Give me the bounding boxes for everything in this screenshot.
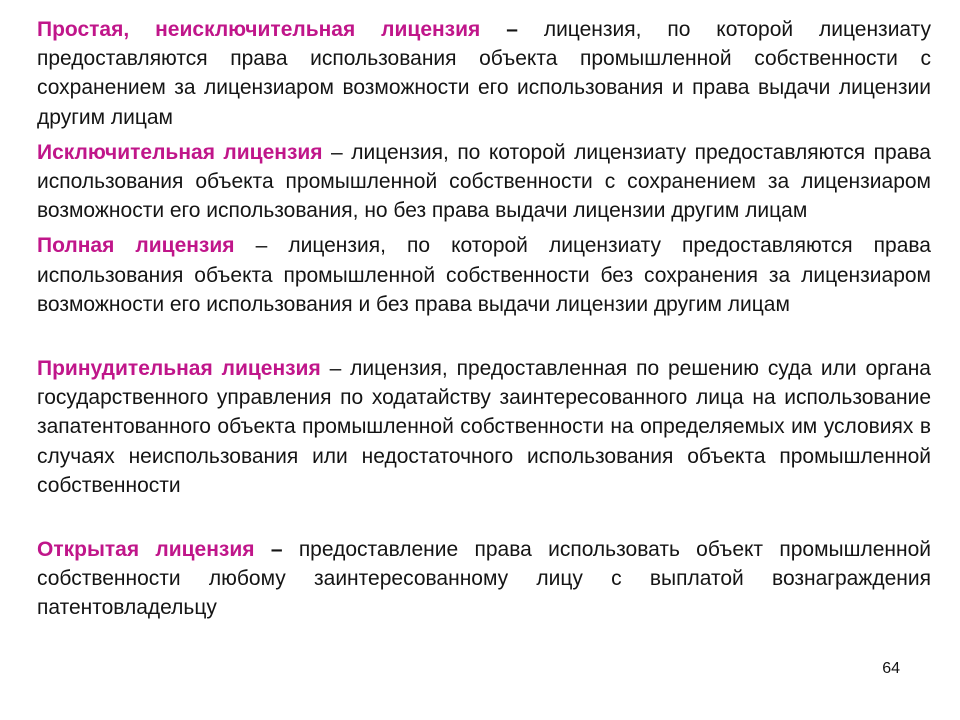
definition-text: лицензия, по которой лицензиату предоставляются права использования объекта промышленной собственности с сохранением за лицензиаром возможности его использования, но без права выдачи лицензии другим лицам bbox=[37, 140, 931, 223]
term-simple-license: Простая, неисключительная лицензия bbox=[37, 18, 481, 41]
definition-exclusive-license bbox=[37, 138, 931, 226]
term-compulsory-license: Принудительная лицензия bbox=[37, 357, 321, 381]
definition-text: предоставление права использовать объект промышленной собственности любому заинтересованному лицу с выплатой вознаграждения патентовладельцу bbox=[37, 538, 931, 620]
term-dash: – bbox=[331, 140, 343, 164]
term-open-license: Открытая лицензия bbox=[37, 538, 255, 562]
definition-text: лицензия, по которой лицензиату предоставляются права использования объекта промышленной собственности без сохранения за лицензиаром возможности его использования и без права выдачи лицензии другим лицам bbox=[37, 234, 931, 316]
term-dash: – bbox=[255, 234, 268, 258]
term-dash: – bbox=[270, 538, 283, 562]
page-number: 64 bbox=[882, 660, 900, 677]
slide-content bbox=[37, 15, 931, 623]
definition-open-license bbox=[37, 535, 931, 623]
term-dash: – bbox=[506, 18, 518, 41]
definition-simple-license bbox=[37, 15, 931, 132]
term-full-license: Полная лицензия bbox=[37, 234, 235, 258]
term-dash: – bbox=[329, 357, 342, 381]
definition-text: лицензия, предоставленная по решению суда или органа государственного управления по ходатайству заинтересованного лица на использование запатентованного объекта промышленной собственности на определяемых им условиях в случаях неиспользования или недостаточного использования объекта промышленной собственности bbox=[37, 357, 931, 497]
definition-text: лицензия, по которой лицензиату предоставляются права использования объекта промышленной собственности с сохранением за лицензиаром возможности его использования и права выдачи лицензии другим лицам bbox=[37, 18, 931, 129]
definition-compulsory-license bbox=[37, 354, 931, 500]
definition-full-license bbox=[37, 231, 931, 319]
term-exclusive-license: Исключительная лицензия bbox=[37, 140, 323, 164]
